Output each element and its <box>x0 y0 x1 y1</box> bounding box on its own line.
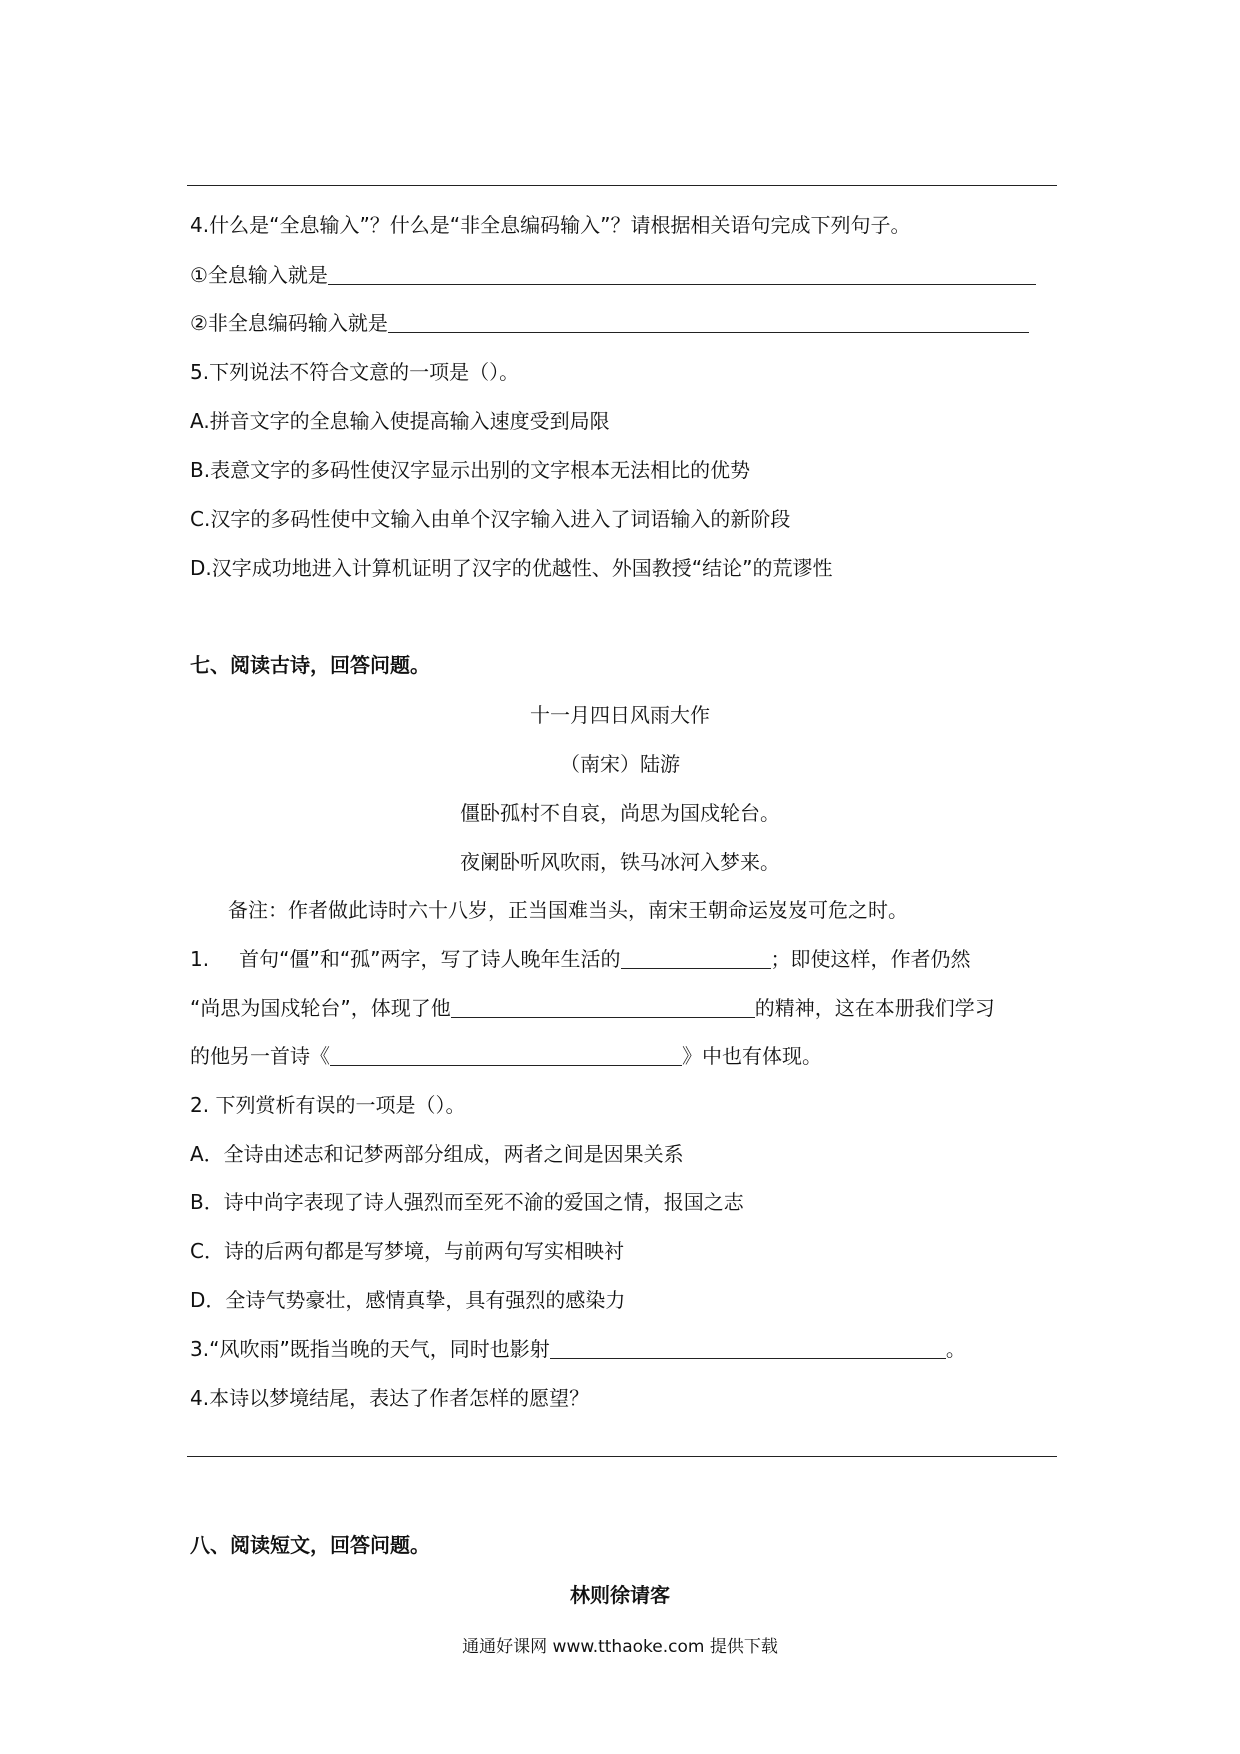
poem-question-3-text-a: 3.“风吹雨”既指当晚的天气，同时也影射 <box>190 1337 550 1361</box>
poem-question-1-text-c: “尚思为国戍轮台”，体现了他 <box>190 996 451 1020</box>
question-5-option-b: B.表意文字的多码性使汉字显示出别的文字根本无法相比的优势 <box>190 458 751 482</box>
passage-title: 林则徐请客 <box>570 1583 670 1607</box>
poem-question-1-number: 1. <box>190 947 210 971</box>
poem-question-2: 2. 下列赏析有误的一项是（）。 <box>190 1093 466 1117</box>
poem-question-1-text-f: 》中也有体现。 <box>682 1044 822 1068</box>
poem-question-1-text-d: 的精神，这在本册我们学习 <box>754 996 995 1020</box>
question-5-option-a: A.拼音文字的全息输入使提高输入速度受到局限 <box>190 409 610 433</box>
question-5: 5.下列说法不符合文意的一项是（）。 <box>190 360 520 384</box>
poem-question-3-text-b: 。 <box>945 1337 966 1361</box>
answer-blank-4a[interactable] <box>328 264 1036 285</box>
section-7-heading: 七、阅读古诗，回答问题。 <box>190 653 430 677</box>
poem-question-2-option-b: B．诗中尚字表现了诗人强烈而至死不渝的爱国之情，报国之志 <box>190 1190 744 1214</box>
poem-title: 十一月四日风雨大作 <box>530 703 710 727</box>
answer-blank-p1a[interactable] <box>621 948 771 969</box>
answer-line-top <box>187 185 1057 186</box>
section-8-heading: 八、阅读短文，回答问题。 <box>190 1533 430 1557</box>
poem-question-2-option-d: D．全诗气势豪壮，感情真挚，具有强烈的感染力 <box>190 1288 626 1312</box>
poem-question-1-line-3 <box>190 1043 822 1069</box>
question-4-b <box>190 310 1029 336</box>
poem-line-1: 僵卧孤村不自哀，尚思为国戍轮台。 <box>460 801 780 825</box>
answer-blank-p3[interactable] <box>550 1338 946 1359</box>
question-5-option-d: D.汉字成功地进入计算机证明了汉字的优越性、外国教授“结论”的荒谬性 <box>190 556 833 580</box>
poem-question-2-option-a: A．全诗由述志和记梦两部分组成，两者之间是因果关系 <box>190 1142 684 1166</box>
answer-blank-p1b[interactable] <box>451 997 755 1018</box>
poem-line-2: 夜阑卧听风吹雨，铁马冰河入梦来。 <box>460 850 780 874</box>
question-4-b-label: ②非全息编码输入就是 <box>190 311 388 335</box>
poem-question-2-option-c: C．诗的后两句都是写梦境，与前两句写实相映衬 <box>190 1239 624 1263</box>
poem-question-1-line-1 <box>190 946 971 972</box>
poem-question-3 <box>190 1336 966 1362</box>
poem-note: 备注：作者做此诗时六十八岁，正当国难当头，南宋王朝命运岌岌可危之时。 <box>228 898 908 922</box>
question-4-a <box>190 262 1036 288</box>
question-4-a-label: ①全息输入就是 <box>190 263 328 287</box>
answer-blank-p1c[interactable] <box>330 1045 682 1066</box>
poem-question-1-text-a: 首句“僵”和“孤”两字，写了诗人晚年生活的 <box>239 947 621 971</box>
question-4: 4.什么是“全息输入”？什么是“非全息编码输入”？请根据相关语句完成下列句子。 <box>190 213 911 237</box>
poem-author: （南宋）陆游 <box>560 752 680 776</box>
question-5-option-c: C.汉字的多码性使中文输入由单个汉字输入进入了词语输入的新阶段 <box>190 507 791 531</box>
poem-question-4: 4.本诗以梦境结尾，表达了作者怎样的愿望？ <box>190 1386 590 1410</box>
footer-source: 通通好课网 www.tthaoke.com 提供下载 <box>462 1637 778 1657</box>
answer-line-bottom <box>187 1456 1057 1457</box>
answer-blank-4b[interactable] <box>388 312 1029 333</box>
poem-question-1-line-2 <box>190 995 995 1021</box>
poem-question-1-text-e: 的他另一首诗《 <box>190 1044 330 1068</box>
poem-question-1-text-b: ；即使这样，作者仍然 <box>770 947 971 971</box>
